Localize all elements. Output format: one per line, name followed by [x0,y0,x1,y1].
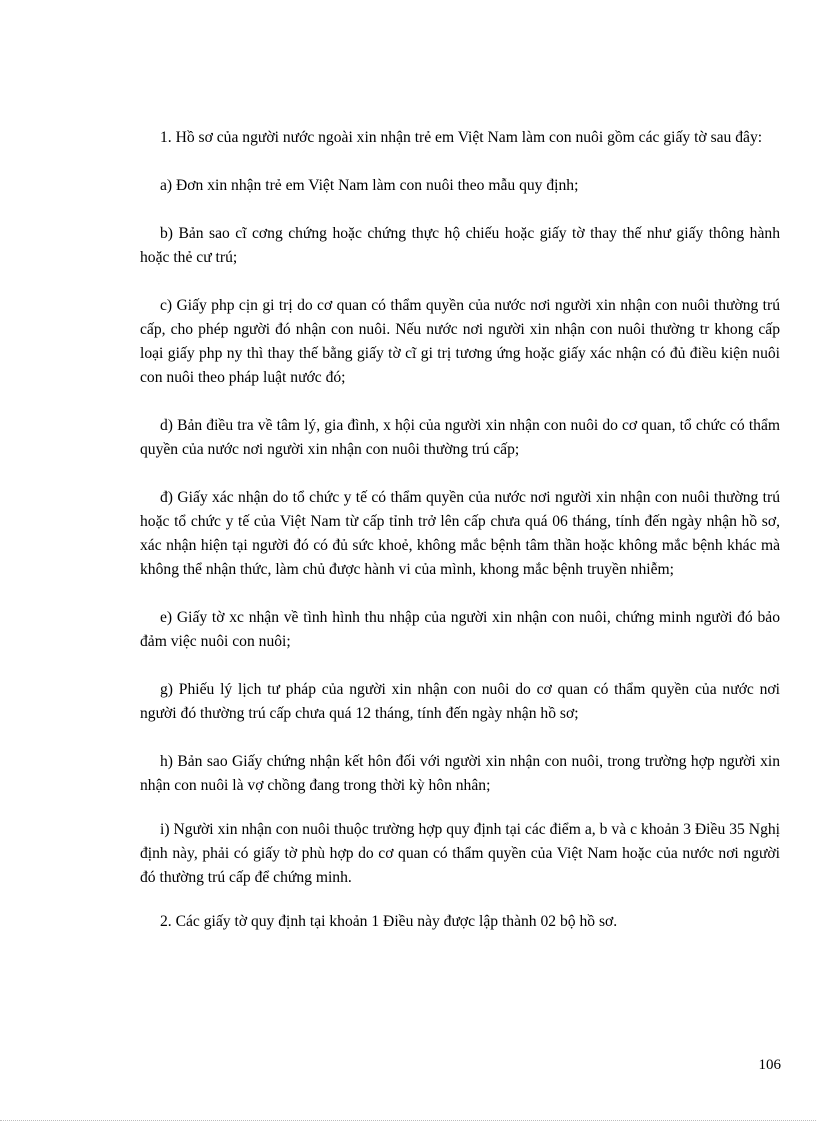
paragraph-1e: e) Giấy tờ xc nhận về tình hình thu nhập của người xin nhận con nuôi, chứng minh người đó bảo đảm việc nuôi con nuôi; [140,609,780,650]
paragraph-1d: d) Bản điều tra về tâm lý, gia đình, x hội của người xin nhận con nuôi do cơ quan, tổ chức có thẩm quyền của nước nơi người xin nhận con nuôi thường trú cấp; [140,417,780,458]
paragraph-1i: i) Người xin nhận con nuôi thuộc trường hợp quy định tại các điểm a, b và c khoản 3 Điều 35 Nghị định này, phải có giấy tờ phù hợp do cơ quan có thẩm quyền của Việt Nam hoặc của nước nơi người đó thường trú cấp để chứng minh. [140,821,780,886]
paragraph-2: 2. Các giấy tờ quy định tại khoản 1 Điều này được lập thành 02 bộ hồ sơ. [160,913,618,930]
paragraph-1b: b) Bản sao cĩ cơng chứng hoặc chứng thực hộ chiếu hoặc giấy tờ thay thế như giấy thông hành hoặc thẻ cư trú; [140,225,780,266]
paragraph-1h: h) Bản sao Giấy chứng nhận kết hôn đối với người xin nhận con nuôi, trong trường hợp người xin nhận con nuôi là vợ chồng đang trong thời kỳ hôn nhân; [140,753,780,794]
document-body [140,126,780,934]
page-number: 106 [758,1057,781,1073]
paragraph-1dd: đ) Giấy xác nhận do tổ chức y tế có thẩm quyền của nước nơi người xin nhận con nuôi thường trú hoặc tổ chức y tế của Việt Nam từ cấp tỉnh trở lên cấp chưa quá 06 tháng, tính đến ngày nhận hồ sơ, xác nhận hiện tại người đó có đủ sức khoẻ, không mắc bệnh tâm thần hoặc không mắc bệnh khác mà không thể nhận thức, làm chủ được hành vi của mình, khong mắc bệnh truyền nhiễm; [140,489,780,578]
paragraph-1g: g) Phiếu lý lịch tư pháp của người xin nhận con nuôi do cơ quan có thẩm quyền của nước nơi người đó thường trú cấp chưa quá 12 tháng, tính đến ngày nhận hồ sơ; [140,681,780,722]
paragraph-1c: c) Giấy php cịn gi trị do cơ quan có thẩm quyền của nước nơi người xin nhận con nuôi thường trú cấp, cho phép người đó nhận con nuôi. Nếu nước nơi người xin nhận con nuôi thường tr khong cấp loại giấy php ny thì thay thế bằng giấy tờ cĩ gi trị tương ứng hoặc giấy xác nhận có đủ điều kiện nuôi con nuôi theo pháp luật nước đó; [140,297,780,386]
page-bottom-divider [0,1120,816,1121]
paragraph-1a: a) Đơn xin nhận trẻ em Việt Nam làm con nuôi theo mẫu quy định; [160,177,579,194]
paragraph-1: 1. Hồ sơ của người nước ngoài xin nhận trẻ em Việt Nam làm con nuôi gồm các giấy tờ sau đây: [160,129,763,146]
